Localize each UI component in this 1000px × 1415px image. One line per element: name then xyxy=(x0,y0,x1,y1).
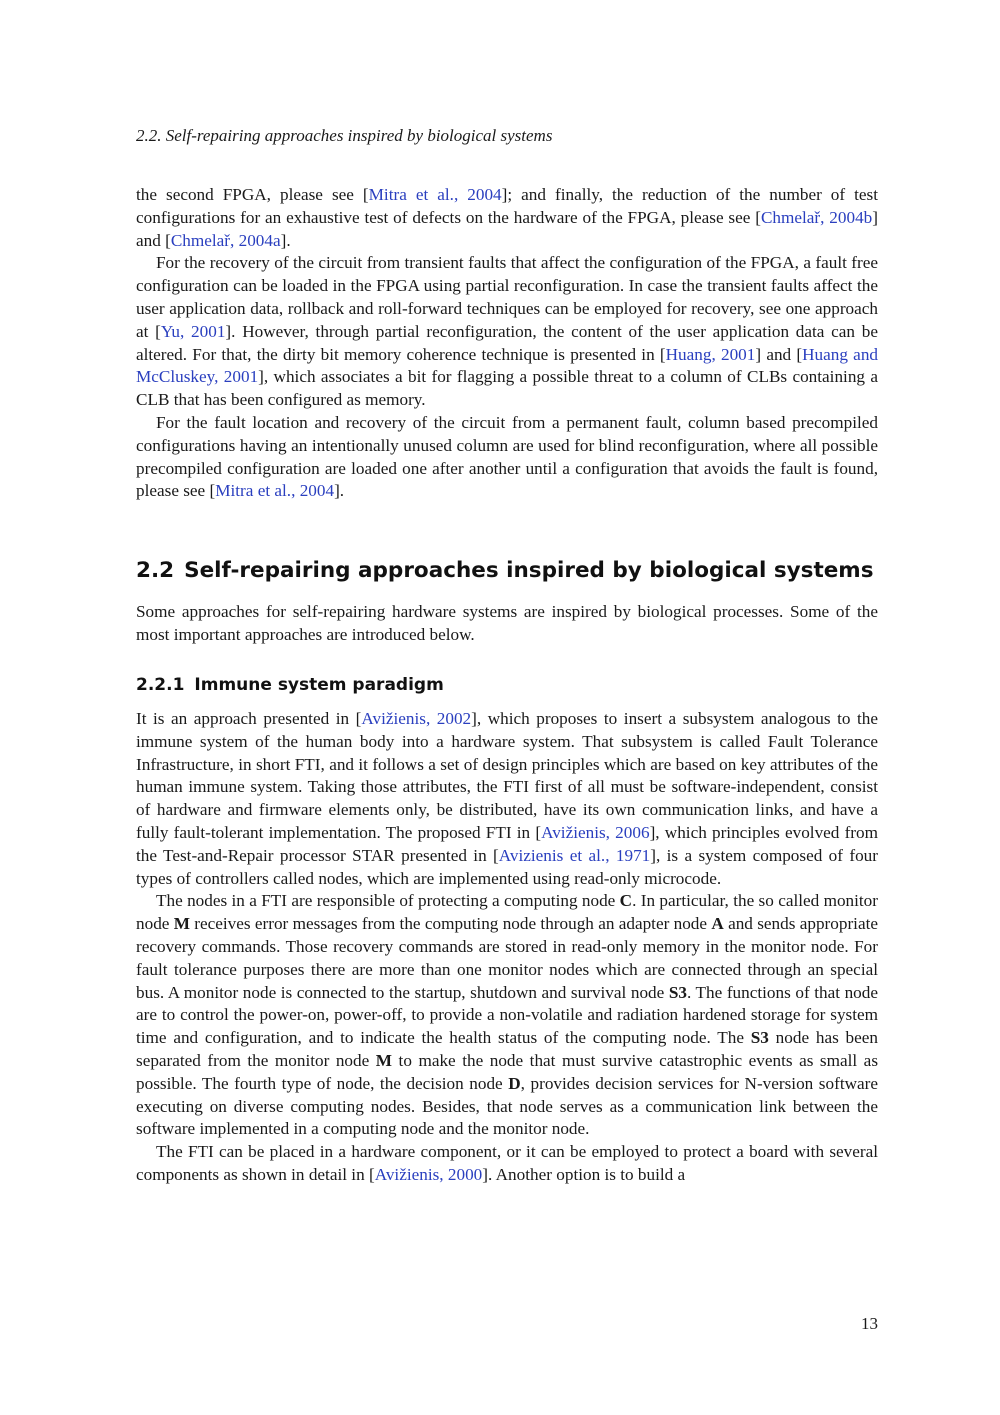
citation-link[interactable]: Mitra et al., 2004 xyxy=(368,185,502,204)
citation-link[interactable]: Avižienis, 2000 xyxy=(374,1164,483,1184)
citation-link[interactable]: Avižienis, 2002 xyxy=(361,709,472,728)
paragraph: Some approaches for self-repairing hardware systems are inspired by biological processes. Some of the most important approaches are introduced below. xyxy=(136,602,878,644)
bold-symbol: M xyxy=(375,1050,393,1070)
bold-symbol: C xyxy=(619,891,633,911)
subsection-body xyxy=(136,708,878,1187)
bold-symbol: A xyxy=(711,914,724,934)
citation-link[interactable]: Huang and McCluskey, 2001 xyxy=(136,344,879,387)
subsection-heading xyxy=(136,674,878,696)
section-title: Self-repairing approaches inspired by biological systems xyxy=(184,558,874,583)
running-header: 2.2. Self-repairing approaches inspired by biological systems xyxy=(136,126,553,145)
citation-link[interactable]: Avižienis, 2006 xyxy=(541,822,650,842)
paragraph: It is an approach presented in [Avižienis, 2002], which proposes to insert a subsystem analogous to the immune system of the human body into a hardware system. That subsystem is called Fault Tolerance Infrastructure, in short FTI, and it follows a set of design principles which are based on key attributes of the human immune system. Taking those attributes, the FTI first of all must be software-independent, consist of hardware and firmware elements only, be distributed, have its own communication links, and have a fully fault-tolerant implementation. The proposed FTI in [Avižienis, 2006], which principles evolved from the Test-and-Repair processor STAR presented in [Avizienis et al., 1971], is a system composed of four types of controllers called nodes, which are implemented using read-only microcode. xyxy=(136,709,879,888)
citation-link[interactable]: Mitra et al., 2004 xyxy=(215,481,335,501)
body-text-continued xyxy=(136,184,878,503)
paragraph: The nodes in a FTI are responsible of protecting a computing node C. In particular, the so called monitor node M receives error messages from the computing node through an adapter node A and sends appropriate recovery commands. Those recovery commands are stored in read-only memory in the monitor node. For fault tolerance purposes there are more than one monitor nodes which are connected through an special bus. A monitor node is connected to the startup, shutdown and survival node S3. The functions of that node are to control the power-on, power-off, to provide a non-volatile and radiation hardened storage for system time and configuration, and to indicate the health status of the computing node. The S3 node has been separated from the monitor node M to make the node that must survive catastrophic events as small as possible. The fourth type of node, the decision node D, provides decision services for N-version software executing on diverse computing nodes. Besides, that node serves as a communication link between the software implemented in a computing node and the monitor node. xyxy=(136,891,879,1139)
paragraph: The FTI can be placed in a hardware component, or it can be employed to protect a board with several components as shown in detail in [Avižienis, 2000]. Another option is to build a xyxy=(136,1142,878,1184)
subsection-title: Immune system paradigm xyxy=(194,675,444,695)
section-intro xyxy=(136,601,878,647)
citation-link[interactable]: Chmelař, 2004a xyxy=(170,230,281,250)
bold-symbol: M xyxy=(173,914,190,934)
section-heading xyxy=(136,557,878,585)
paragraph: For the recovery of the circuit from transient faults that affect the configuration of the FPGA, a fault free configuration can be loaded in the FPGA using partial reconfiguration. In case the transient faults affect the user application data, rollback and roll-forward techniques can be employed for recovery, see one approach at [Yu, 2001]. However, through partial reconfiguration, the content of the user application data can be altered. For that, the dirty bit memory coherence technique is presented in [Huang, 2001] and [Huang and McCluskey, 2001], which associates a bit for flagging a possible threat to a column of CLBs containing a CLB that has been configured as memory. xyxy=(136,253,879,410)
paragraph: For the fault location and recovery of the circuit from a permanent fault, column based precompiled configurations having an intentionally unused column are used for blind reconfiguration, where all possible precompiled configuration are loaded one after another until a configuration that avoids the fault is found, please see [Mitra et al., 2004]. xyxy=(136,412,878,501)
page-number: 13 xyxy=(861,1314,878,1333)
bold-symbol: S3 xyxy=(668,982,687,1002)
paragraph: the second FPGA, please see [Mitra et al., 2004]; and finally, the reduction of the number of test configurations for an exhaustive test of defects on the hardware of the FPGA, please see [Chmelař, 2004b] and [Chmelař, 2004a]. xyxy=(136,185,879,250)
citation-link[interactable]: Avizienis et al., 1971 xyxy=(498,845,651,865)
citation-link[interactable]: Chmelař, 2004b xyxy=(760,207,873,227)
bold-symbol: S3 xyxy=(750,1028,769,1048)
citation-link[interactable]: Huang, 2001 xyxy=(665,344,756,364)
subsection-number: 2.2.1 xyxy=(136,675,185,695)
citation-link[interactable]: Yu, 2001 xyxy=(160,321,226,341)
bold-symbol: D xyxy=(508,1073,521,1093)
section-number: 2.2 xyxy=(136,558,175,583)
